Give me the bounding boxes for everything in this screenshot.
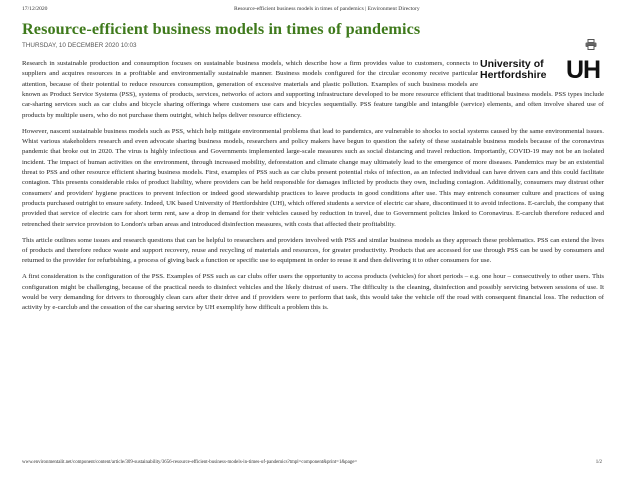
print-header <box>22 6 602 16</box>
paragraph-3: This article outlines some issues and research questions that can be helpful to researchers and providers involved with PSS and similar business models as they approach these problematics. PSS can extend the lives of products and therefore reduce waste and support recovery, reuse and recycling of materials and resources, for greater productivity. Products that are accessed for use through PSS can be used by consumers and returned to the provider for refurbishing, a process of giving back a function or specific use to equipment in order to reuse it and then delivering it to other consumers for use. <box>22 236 604 265</box>
logo-line2: Hertfordshire <box>480 68 547 81</box>
footer-url: www.environmentalit.net/component/content/article/309-sustainability/3656-resource-efficient-business-models-in-times-of-pandemics?tmpl=component&print=1&page= <box>22 460 358 465</box>
paragraph-2: However, nascent sustainable business models such as PSS, which help mitigate environmental problems that lead to pandemics, are vulnerable to shocks to social systems caused by the same environmental issues. Whist various stakeholders research and even advocate sharing business models, researchers and policy makers have begun to question the safety of these sustainable business models because of the coronavirus pandemic that broke out in 2020. The virus is highly infectious and Governments implemented large-scale measures such as social distancing and travel reduction. Importantly, COVID-19 may not be an isolated incident. The impact of human activities on the environment, through increased mobility, deforestation and climate change may ultimately lead to the emergence of more diseases. Pandemics may be an existential threat to PSS and other resource efficient sharing business models. First, examples of PSS such as car clubs present potential risks of infection, as an infected individual can have driven cars and this could facilitate contagion. This presents considerable risks of product liability, where providers can be held responsible for damages inflicted by products they own, including contagion. Additionally, consumers may distrust other consumers' and providers' hygiene practices to prevent infection or indeed good stewardship practices to leave products in good conditions after use. This may entrench consumer culture and practices of using products purchased outright to ensure safety. Indeed, UK based University of Hertfordshire (UH), which offered students a service of electric car share, discontinued it to avoid infections. E-carclub, the company that provided that service of electric cars for short term rent, saw a drop in demand for their vehicles caused by reduction in travel, due to Government policies linked to Coronavirus. E-carclub therefore reduced and retrenched their service provision to London's urban areas and introduced disinfection measures, with costs that affected their profitability. <box>22 127 604 228</box>
article-dateline: THURSDAY, 10 DECEMBER 2020 10:03 <box>22 42 137 49</box>
logo-line1: University of <box>480 58 544 70</box>
print-date: 17/12/2020 <box>22 6 48 12</box>
paragraph-1: Research in sustainable production and consumption focuses on sustainable business models, which describe how a firm provides value to customers, connects to suppliers and acquires resources in a profitable and environmentally sustainable manner. Business models configured for the circular economy receive particular attention, because of their potential to reduce resources consumption, generation of excessive materials and plastic pollution. Examples of such business models are known as Product Service Systems (PSS), systems of products, services, networks of actors and supporting infrastructure developed to be more resource efficient that traditional business models. PSS types include car-sharing services such as car clubs and bicycle sharing offerings where customers use cars and bicycles sequentially. PSS feature tangible and intangible (service) elements, and often involve shared use of products by multiple users, who do not purchase them outright, which helps deliver resource efficiency. <box>22 60 604 119</box>
print-doc-title: Resource-efficient business models in times of pandemics | Environment Directory <box>234 6 420 12</box>
paragraph-4: A first consideration is the configuration of the PSS. Examples of PSS such as car clubs offer users the opportunity to access products (vehicles) for short periods – e.g. one hour – consecutively to other users. This configuration might be challenging, because of the practical needs to disinfect vehicles and the likely distrust of users. The difficulty is the cleaning, disinfection and possibly servicing between sessions of use. It would be very demanding for drivers to thoroughly clean cars after their drive and if providers were to perform that task, this would take the vehicle off the road with consequent financial loss. The reduction of activity by e-carclub and the cessation of the car sharing service by UH exemplify how difficult a problem this is. <box>22 273 604 312</box>
print-icon[interactable] <box>585 39 597 50</box>
article-body <box>22 56 604 319</box>
article-title: Resource-efficient business models in times of pandemics <box>22 20 421 38</box>
print-footer <box>22 460 602 469</box>
footer-page-number: 1/2 <box>595 460 602 465</box>
logo-mark: UH <box>566 56 601 84</box>
